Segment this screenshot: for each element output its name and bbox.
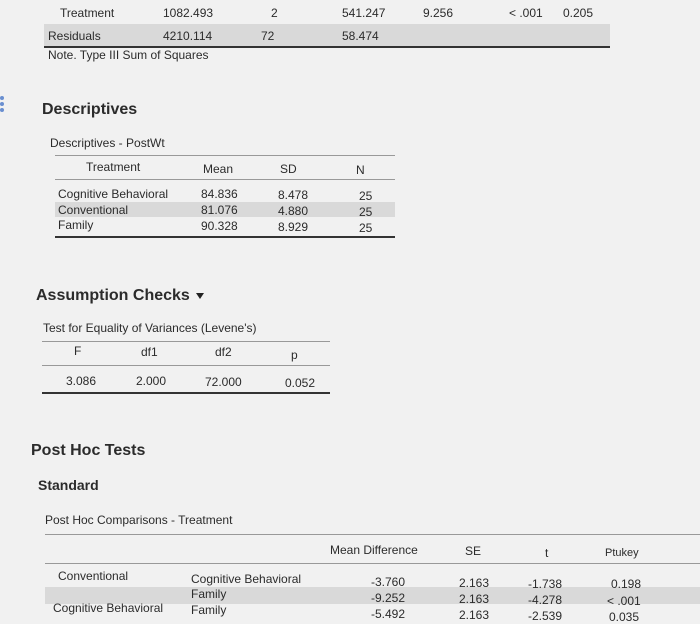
desc-col-sd: SD — [280, 162, 297, 176]
posthoc-se-0: 2.163 — [459, 576, 490, 590]
anova-df-residuals: 72 — [261, 29, 275, 43]
anova-term-residuals: Residuals — [48, 29, 101, 43]
levene-col-df1: df1 — [141, 345, 158, 359]
desc-top-rule — [55, 155, 395, 156]
assumption-caption: Test for Equality of Variances (Levene's) — [43, 321, 257, 335]
anova-f-treatment: 9.256 — [423, 6, 454, 20]
posthoc-t-2: -2.539 — [528, 609, 563, 623]
posthoc-p-2: 0.035 — [609, 610, 640, 624]
desc-header-rule — [55, 179, 395, 180]
levene-p: 0.052 — [285, 376, 316, 390]
levene-bottom-rule — [42, 392, 330, 394]
posthoc-a-0: Conventional — [58, 569, 129, 583]
levene-df2: 72.000 — [205, 375, 242, 389]
desc-col-treatment: Treatment — [86, 160, 141, 174]
posthoc-se-1: 2.163 — [459, 592, 490, 606]
desc-mean-1: 81.076 — [201, 203, 238, 217]
anova-eta-treatment: 0.205 — [563, 6, 594, 20]
levene-top-rule — [42, 341, 330, 342]
posthoc-t-0: -1.738 — [528, 577, 563, 591]
posthoc-b-0: Cognitive Behavioral — [191, 572, 302, 586]
posthoc-b-2: Family — [191, 603, 227, 617]
anova-ms-treatment: 541.247 — [342, 6, 386, 20]
desc-mean-0: 84.836 — [201, 187, 238, 201]
posthoc-md-1: -9.252 — [371, 591, 406, 605]
assumption-heading[interactable] — [36, 287, 204, 305]
anova-ss-residuals: 4210.114 — [163, 29, 213, 43]
posthoc-header-rule — [45, 563, 700, 564]
collapse-triangle-icon[interactable] — [196, 293, 204, 299]
posthoc-md-2: -5.492 — [371, 607, 406, 621]
desc-sd-1: 4.880 — [278, 204, 309, 218]
desc-sd-2: 8.929 — [278, 220, 309, 234]
posthoc-col-ptukey: Ptukey — [605, 547, 639, 559]
descriptives-heading: Descriptives — [42, 101, 138, 118]
desc-sd-0: 8.478 — [278, 188, 309, 202]
anova-term-treatment: Treatment — [60, 6, 115, 20]
desc-n-0: 25 — [359, 189, 373, 203]
levene-f: 3.086 — [66, 374, 97, 388]
posthoc-md-0: -3.760 — [371, 575, 406, 589]
desc-mean-2: 90.328 — [201, 219, 238, 233]
descriptives-caption: Descriptives - PostWt — [50, 136, 165, 150]
desc-group-2: Family — [58, 218, 94, 232]
levene-col-p: p — [291, 348, 298, 362]
anova-note: Note. Type III Sum of Squares — [48, 48, 209, 62]
anova-ss-treatment: 1082.493 — [163, 6, 214, 20]
posthoc-caption: Post Hoc Comparisons - Treatment — [45, 513, 233, 527]
levene-df1: 2.000 — [136, 374, 167, 388]
desc-bottom-rule — [55, 236, 395, 238]
posthoc-p-1: < .001 — [607, 594, 641, 608]
desc-group-1: Conventional — [58, 203, 129, 217]
posthoc-p-0: 0.198 — [611, 577, 642, 591]
assumption-heading-label: Assumption Checks — [36, 287, 190, 304]
posthoc-subheading: Standard — [38, 477, 99, 493]
posthoc-b-1: Family — [191, 587, 227, 601]
posthoc-a-2: Cognitive Behavioral — [53, 601, 164, 615]
levene-col-df2: df2 — [215, 345, 232, 359]
posthoc-heading: Post Hoc Tests — [31, 442, 146, 459]
desc-n-1: 25 — [359, 205, 373, 219]
anova-ms-residuals: 58.474 — [342, 29, 379, 43]
desc-group-0: Cognitive Behavioral — [58, 187, 169, 201]
desc-col-n: N — [356, 163, 365, 177]
anova-p-treatment: < .001 — [509, 6, 543, 20]
levene-col-f: F — [74, 344, 82, 358]
posthoc-top-rule — [45, 534, 700, 535]
anova-residuals-band — [44, 24, 610, 46]
anova-df-treatment: 2 — [271, 6, 278, 20]
posthoc-se-2: 2.163 — [459, 608, 490, 622]
posthoc-col-se: SE — [465, 544, 482, 558]
desc-col-mean: Mean — [203, 162, 234, 176]
levene-header-rule — [42, 365, 330, 366]
posthoc-t-1: -4.278 — [528, 593, 563, 607]
posthoc-col-md: Mean Difference — [330, 543, 418, 557]
desc-n-2: 25 — [359, 221, 373, 235]
drag-handle[interactable] — [0, 96, 6, 114]
posthoc-col-t: t — [545, 546, 549, 560]
